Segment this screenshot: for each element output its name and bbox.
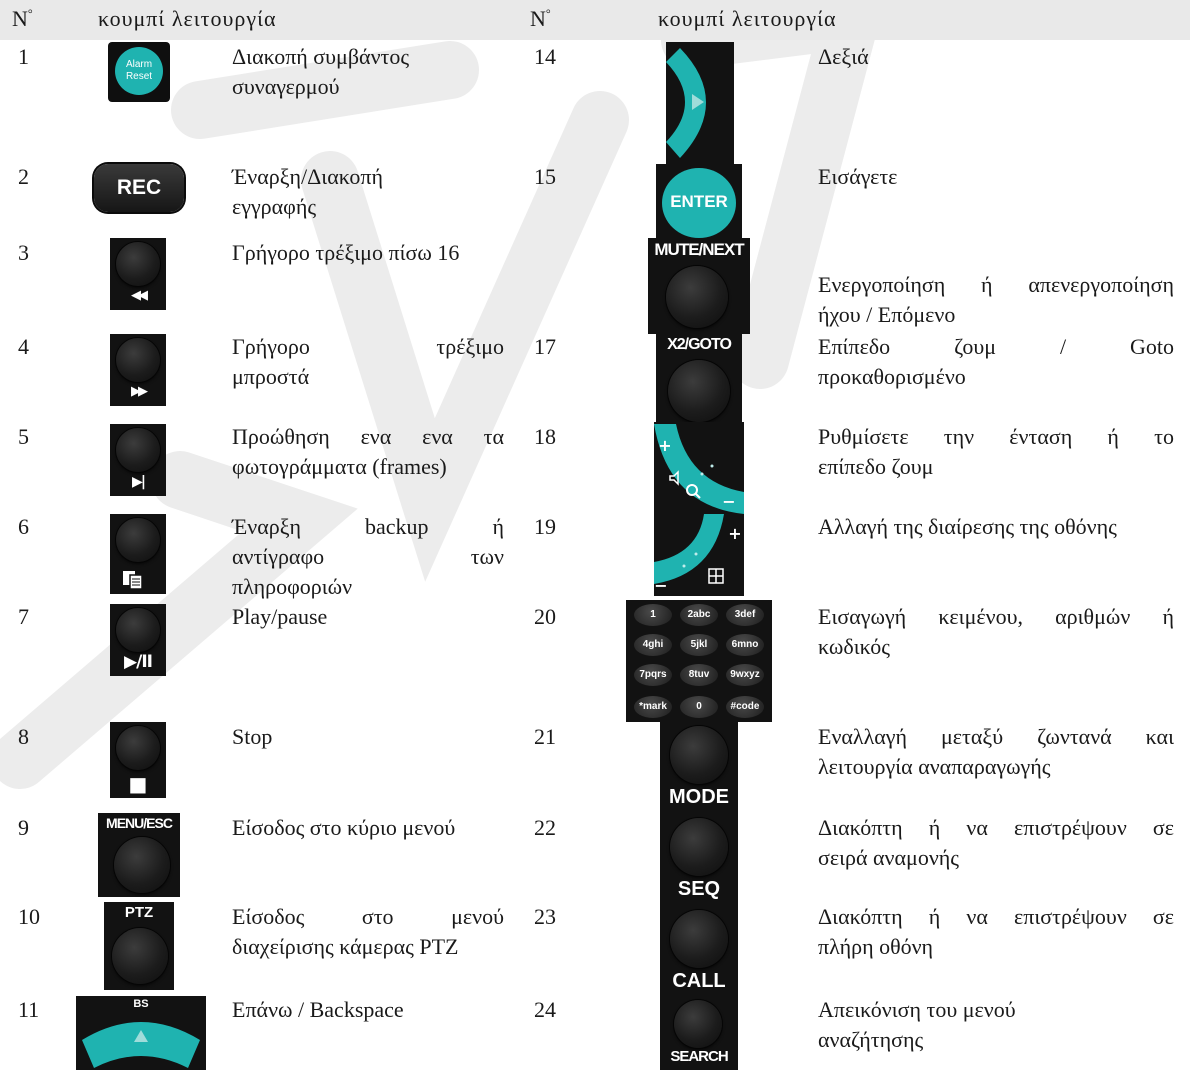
- row-description: Γρήγορο τρέξιμο πίσω 16: [232, 240, 460, 265]
- rewind-icon: ◀◀: [131, 288, 145, 303]
- minus-icon: −: [722, 492, 736, 511]
- ptz-label: PTZ: [124, 904, 154, 921]
- right-arrow-button[interactable]: [666, 42, 734, 164]
- key-1[interactable]: 1: [634, 604, 672, 626]
- menu-esc-button[interactable]: [98, 813, 180, 897]
- grid-icon: [708, 568, 724, 584]
- key-6[interactable]: 6mno: [726, 634, 764, 656]
- key-mark[interactable]: *mark: [634, 696, 672, 718]
- row-number: 23: [534, 904, 556, 929]
- call-button[interactable]: [660, 906, 738, 998]
- row-description: Διακόπτη ή να επιστρέψουν σε πλήρη οθόνη: [818, 904, 1174, 959]
- mode-button[interactable]: [660, 722, 738, 814]
- mode-label: MODE: [669, 786, 729, 808]
- frame-step-icon: ▶|: [132, 474, 144, 490]
- stop-button[interactable]: [110, 722, 166, 798]
- header-title-right: κουμπί λειτουργία: [658, 6, 837, 31]
- row-number: 14: [534, 44, 556, 69]
- row-description: Γρήγορο τρέξιμο μπροστά: [232, 334, 504, 389]
- key-8[interactable]: 8tuv: [680, 664, 718, 686]
- row-description: Έναρξη/Διακοπή εγγραφής: [232, 164, 383, 219]
- row-number: 7: [18, 604, 29, 629]
- plus-icon: +: [728, 524, 742, 543]
- numeric-keypad[interactable]: [626, 600, 772, 722]
- rec-label: REC: [116, 176, 162, 199]
- key-4[interactable]: 4ghi: [634, 634, 672, 656]
- key-code[interactable]: #code: [726, 696, 764, 718]
- row-description: Επίπεδο ζουμ / Goto προκαθορισμένο: [818, 334, 1174, 389]
- ptz-button[interactable]: [104, 902, 174, 990]
- row-description: Εναλλαγή μεταξύ ζωντανά και λειτουργία αναπαραγωγής: [818, 724, 1174, 779]
- search-label: SEARCH: [670, 1048, 728, 1065]
- mute-next-label: MUTE/NEXT: [654, 240, 744, 259]
- row-number: 22: [534, 815, 556, 840]
- right-arrow-icon: [666, 42, 734, 164]
- seq-label: SEQ: [677, 878, 721, 900]
- row-number: 3: [18, 240, 29, 265]
- row-description: Έναρξη backup ή αντίγραφο των πληροφοριών: [232, 514, 504, 599]
- speaker-magnifier-icon: [668, 470, 702, 500]
- row-number: 21: [534, 724, 556, 749]
- row-number: 5: [18, 424, 29, 449]
- x2-goto-label: X2/GOTO: [667, 336, 731, 353]
- stop-icon: ■: [128, 772, 148, 796]
- row-description: Είσοδος στο μενού διαχείρισης κάμερας PTZ: [232, 904, 504, 959]
- row-number: 10: [18, 904, 40, 929]
- row-number: 8: [18, 724, 29, 749]
- enter-button[interactable]: [656, 164, 742, 238]
- row-number: 15: [534, 164, 556, 189]
- header-no-left: N°: [12, 6, 33, 31]
- row-description: Ενεργοποίηση ή απενεργοποίηση ήχου / Επόμενο: [818, 272, 1174, 327]
- split-screen-button[interactable]: [654, 514, 744, 596]
- row-description: Προώθηση ενα ενα τα φωτογράμματα (frames): [232, 424, 504, 479]
- row-description: Απεικόνιση του μενού αναζήτησης: [818, 997, 1016, 1052]
- enter-label: ENTER: [670, 192, 728, 211]
- mute-next-button[interactable]: [648, 238, 750, 334]
- row-description: Play/pause: [232, 604, 328, 629]
- row-description: Αλλαγή της διαίρεσης της οθόνης: [818, 514, 1117, 539]
- menu-esc-label: MENU/ESC: [106, 815, 172, 831]
- row-number: 19: [534, 514, 556, 539]
- alarm-reset-label: Alarm Reset: [125, 59, 153, 82]
- minus-icon: −: [654, 576, 668, 595]
- row-description: Stop: [232, 724, 273, 749]
- copy-icon: [122, 570, 144, 590]
- play-pause-icon: ▶/II: [124, 652, 152, 672]
- plus-icon: +: [658, 436, 672, 455]
- row-number: 20: [534, 604, 556, 629]
- up-backspace-button[interactable]: [76, 996, 206, 1070]
- key-2[interactable]: 2abc: [680, 604, 718, 626]
- row-description: Διακόπτη ή να επιστρέψουν σε σειρά αναμονής: [818, 815, 1174, 870]
- header-title-left: κουμπί λειτουργία: [98, 6, 277, 31]
- row-number: 17: [534, 334, 556, 359]
- key-7[interactable]: 7pqrs: [634, 664, 672, 686]
- search-button[interactable]: [660, 998, 738, 1070]
- volume-zoom-button[interactable]: [654, 422, 744, 514]
- key-5[interactable]: 5jkl: [680, 634, 718, 656]
- row-number: 11: [18, 997, 40, 1022]
- backup-button[interactable]: [110, 514, 166, 594]
- row-number: 1: [18, 44, 29, 69]
- row-description: Διακοπή συμβάντος συναγερμού: [232, 44, 410, 99]
- rewind-button[interactable]: [110, 238, 166, 310]
- alarm-reset-button[interactable]: [108, 42, 170, 102]
- key-3[interactable]: 3def: [726, 604, 764, 626]
- key-9[interactable]: 9wxyz: [726, 664, 764, 686]
- row-number: 2: [18, 164, 29, 189]
- key-0[interactable]: 0: [680, 696, 718, 718]
- header-no-right: N°: [530, 6, 551, 31]
- play-pause-button[interactable]: [110, 604, 166, 676]
- row-description: Εισαγωγή κειμένου, αριθμών ή κωδικός: [818, 604, 1174, 659]
- row-number: 4: [18, 334, 29, 359]
- row-number: 18: [534, 424, 556, 449]
- row-description: Εισάγετε: [818, 164, 898, 189]
- bs-label: BS: [133, 998, 149, 1010]
- row-number: 24: [534, 997, 556, 1022]
- fast-forward-button[interactable]: [110, 334, 166, 406]
- row-number: 6: [18, 514, 29, 539]
- row-description: Ρυθμίσετε την ένταση ή το επίπεδο ζουμ: [818, 424, 1174, 479]
- frame-step-button[interactable]: [110, 424, 166, 496]
- up-arrow-icon: [76, 996, 206, 1070]
- call-label: CALL: [672, 970, 726, 992]
- rec-button[interactable]: [94, 164, 184, 212]
- row-description: Δεξιά: [818, 44, 869, 69]
- row-number: 9: [18, 815, 29, 840]
- seq-button[interactable]: [660, 814, 738, 906]
- x2-goto-button[interactable]: [656, 334, 742, 422]
- row-description: Είσοδος στο κύριο μενού: [232, 815, 456, 840]
- fast-forward-icon: ▶▶: [131, 384, 145, 399]
- row-description: Επάνω / Backspace: [232, 997, 404, 1022]
